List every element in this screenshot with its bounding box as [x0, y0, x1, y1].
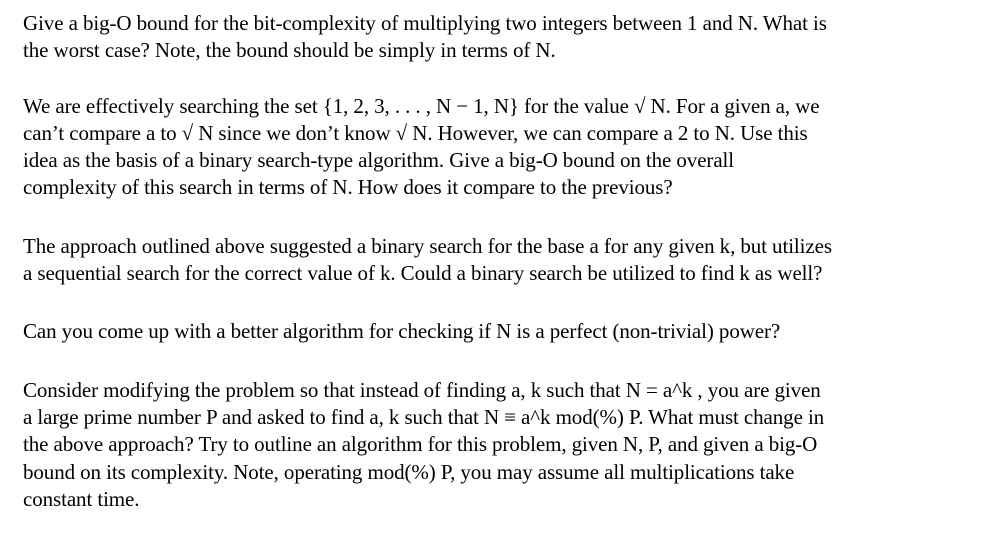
- text-line: the worst case? Note, the bound should be simply in terms of N.: [23, 38, 556, 63]
- paragraph-binary-search-k: [23, 233, 983, 288]
- text-line: can’t compare a to √ N since we don’t know √ N. However, we can compare a 2 to N. Use this: [23, 120, 808, 145]
- paragraph-perfect-power: [23, 318, 983, 345]
- paragraph-modular-variant: [23, 377, 983, 513]
- text-line: Consider modifying the problem so that instead of finding a, k such that N = a^k , you are given: [23, 377, 821, 402]
- paragraph-binary-search-sqrt: [23, 93, 983, 202]
- text-line: idea as the basis of a binary search-type algorithm. Give a big-O bound on the overall: [23, 148, 735, 173]
- text-line: a large prime number P and asked to find a, k such that N ≡ a^k mod(%) P. What must change in: [23, 404, 825, 429]
- text-line: Can you come up with a better algorithm for checking if N is a perfect (non-trivial) power?: [23, 319, 781, 344]
- document-body: [23, 10, 983, 513]
- text-line: constant time.: [23, 486, 140, 511]
- text-line: a sequential search for the correct value of k. Could a binary search be utilized to find k as well?: [23, 261, 823, 286]
- text-line: bound on its complexity. Note, operating mod(%) P, you may assume all multiplications take: [23, 459, 795, 484]
- paragraph-bit-complexity-question: [23, 10, 983, 65]
- text-line: complexity of this search in terms of N. How does it compare to the previous?: [23, 175, 673, 200]
- text-line: The approach outlined above suggested a binary search for the base a for any given k, but utilizes: [23, 233, 832, 258]
- text-line: the above approach? Try to outline an algorithm for this problem, given N, P, and given a big-O: [23, 432, 818, 457]
- text-line: Give a big-O bound for the bit-complexity of multiplying two integers between 1 and N. What is: [23, 11, 827, 35]
- text-line: We are effectively searching the set {1, 2, 3, . . . , N − 1, N} for the value √ N. For a given a, we: [23, 93, 820, 118]
